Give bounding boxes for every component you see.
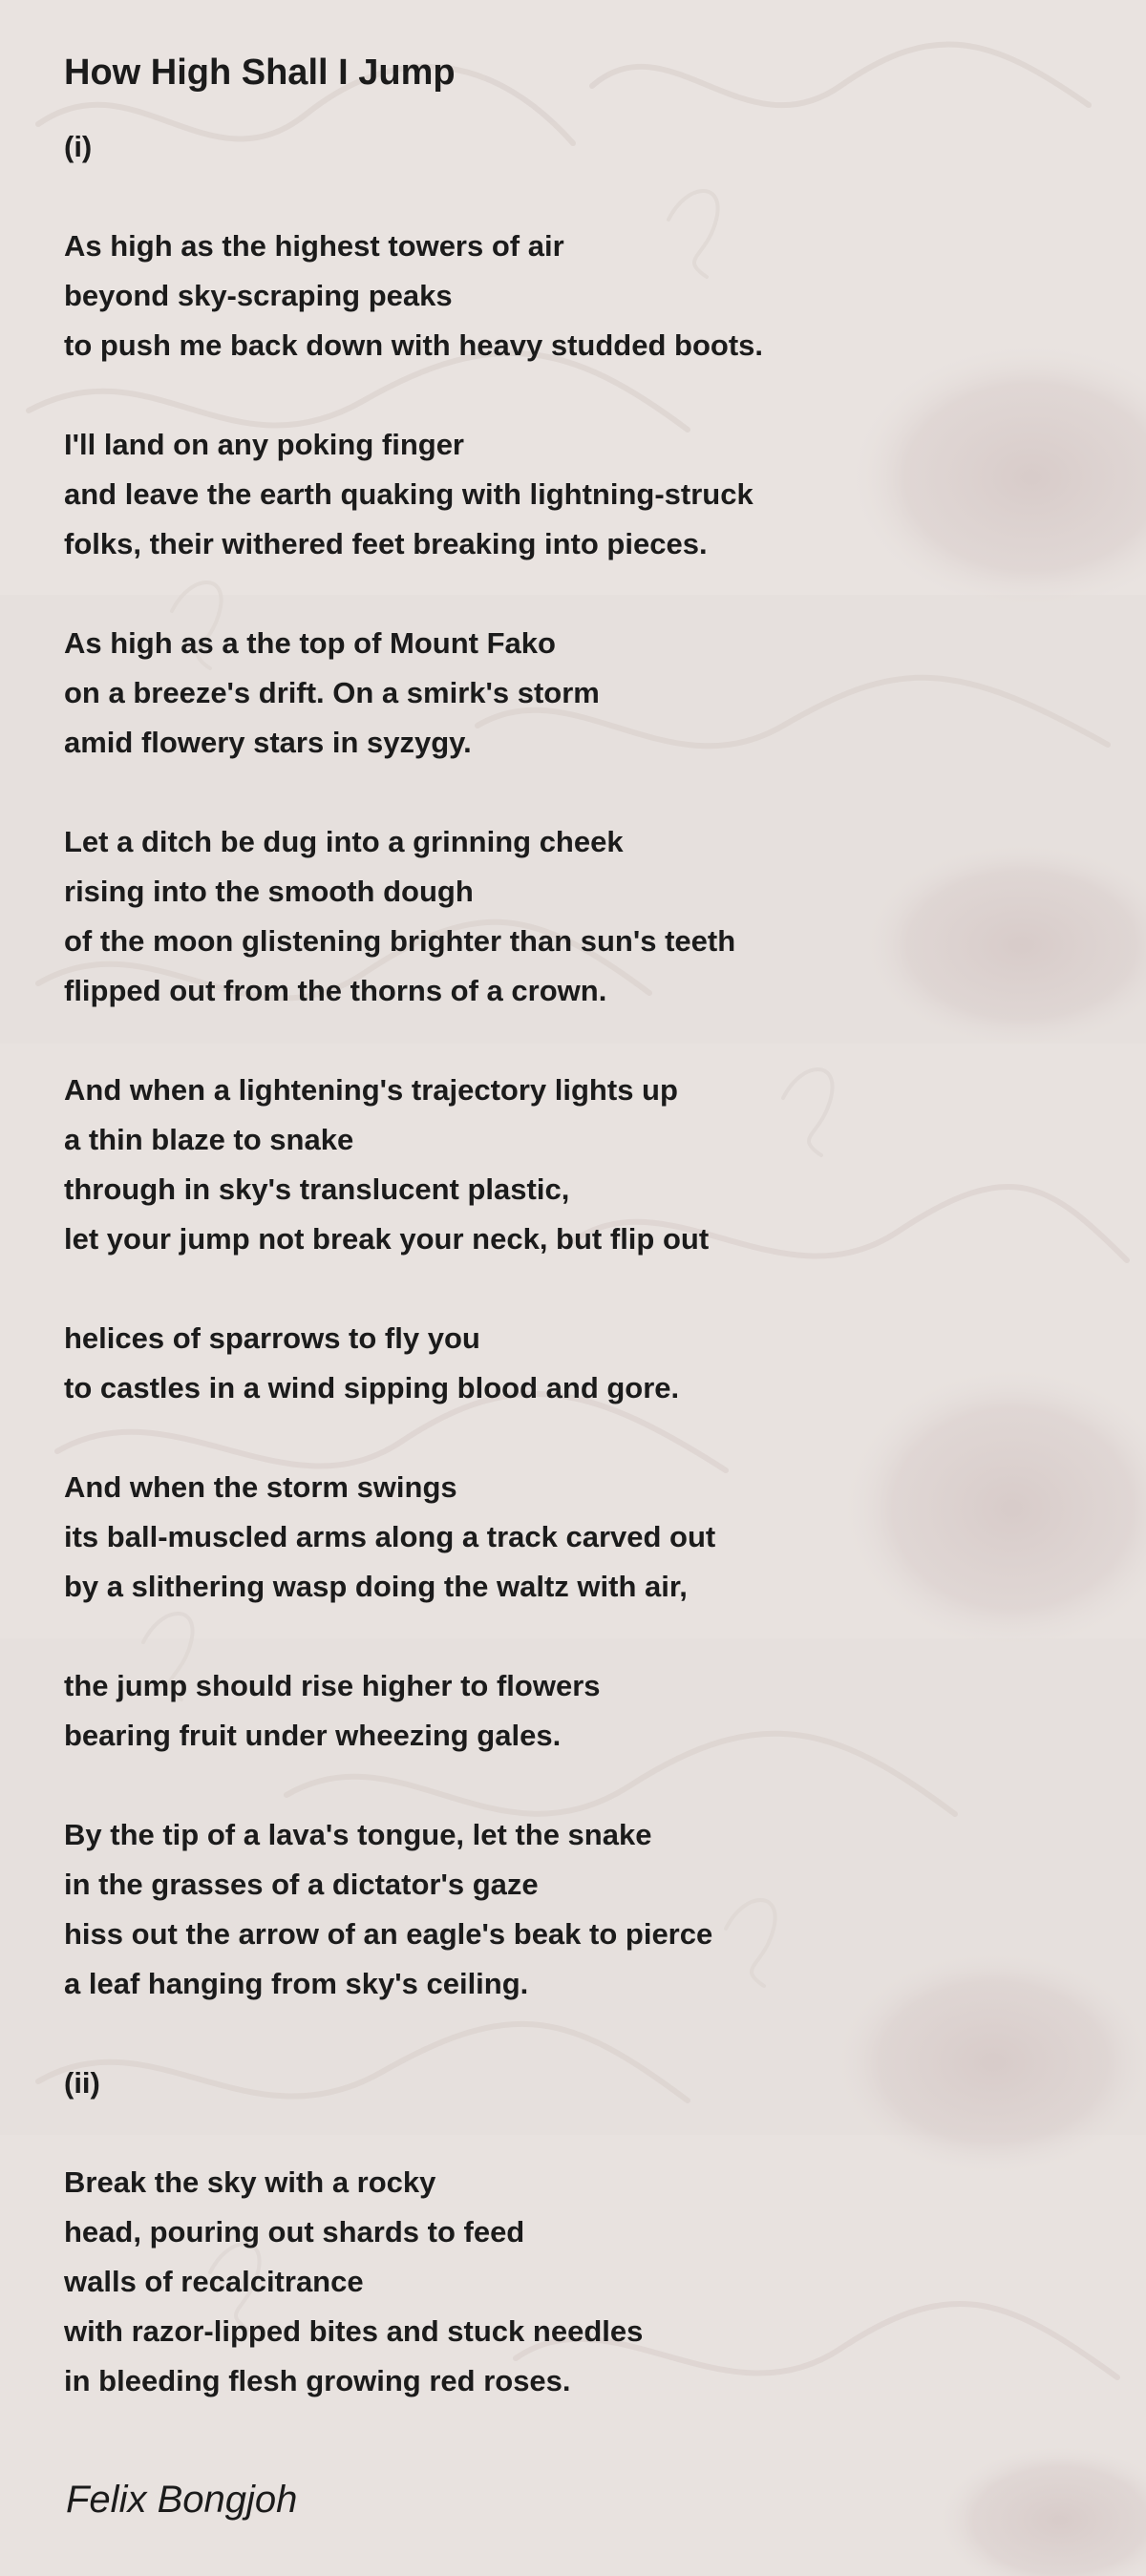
poem-line: beyond sky-scraping peaks (64, 279, 453, 312)
poem-line: amid flowery stars in syzygy. (64, 726, 472, 759)
poem-line: in the grasses of a dictator's gaze (64, 1868, 539, 1901)
poem-line: Let a ditch be dug into a grinning cheek (64, 825, 624, 858)
poem-author: Felix Bongjoh (66, 2479, 298, 2521)
poem-line: its ball-muscled arms along a track carved out (64, 1520, 716, 1553)
stanza-break (64, 1016, 1095, 1066)
stanza-break (64, 1413, 1095, 1463)
stanza-break (64, 2009, 1095, 2059)
poem-line: and leave the earth quaking with lightning-struck (64, 477, 753, 511)
poem-line: By the tip of a lava's tongue, let the snake (64, 1818, 652, 1851)
poem-line: rising into the smooth dough (64, 875, 474, 908)
poem-body (64, 122, 1095, 2406)
poem-title: How High Shall I Jump (64, 53, 456, 93)
poem-line: on a breeze's drift. On a smirk's storm (64, 676, 600, 709)
poem-line: Break the sky with a rocky (64, 2165, 436, 2199)
poem-line: of the moon glistening brighter than sun's teeth (64, 924, 736, 958)
poem-line: folks, their withered feet breaking into pieces. (64, 527, 708, 560)
poem-line: (ii) (64, 2066, 100, 2100)
poem-line: by a slithering wasp doing the waltz with air, (64, 1570, 688, 1603)
poem-line: And when the storm swings (64, 1470, 457, 1504)
poem-line: flipped out from the thorns of a crown. (64, 974, 607, 1007)
poem-line: And when a lightening's trajectory lights up (64, 1073, 678, 1107)
poem-content (64, 48, 1095, 2406)
stanza-break (64, 2108, 1095, 2158)
poem-line: helices of sparrows to fly you (64, 1321, 480, 1355)
poem-line: As high as a the top of Mount Fako (64, 626, 556, 660)
poem-line: a thin blaze to snake (64, 1123, 354, 1156)
poem-line: to castles in a wind sipping blood and gore. (64, 1371, 680, 1404)
poem-line: I'll land on any poking finger (64, 428, 464, 461)
poem-line: with razor-lipped bites and stuck needles (64, 2314, 644, 2348)
poem-line: a leaf hanging from sky's ceiling. (64, 1967, 529, 2000)
poem-line: walls of recalcitrance (64, 2265, 364, 2298)
stanza-break (64, 1612, 1095, 1661)
poem-line: let your jump not break your neck, but flip out (64, 1222, 710, 1256)
stanza-break (64, 768, 1095, 817)
poem-line: As high as the highest towers of air (64, 229, 564, 263)
poem-line: bearing fruit under wheezing gales. (64, 1719, 562, 1752)
stanza-break (64, 370, 1095, 420)
stanza-break (64, 1264, 1095, 1314)
poem-line: to push me back down with heavy studded boots. (64, 328, 764, 362)
poem-line: (i) (64, 130, 93, 163)
stanza-break (64, 569, 1095, 619)
poem-line: head, pouring out shards to feed (64, 2215, 525, 2249)
poem-line: the jump should rise higher to flowers (64, 1669, 601, 1702)
poem-line: hiss out the arrow of an eagle's beak to pierce (64, 1917, 713, 1951)
stanza-break (64, 1761, 1095, 1810)
poem-line: in bleeding flesh growing red roses. (64, 2364, 571, 2397)
stanza-break (64, 172, 1095, 222)
poem-line: through in sky's translucent plastic, (64, 1172, 570, 1206)
